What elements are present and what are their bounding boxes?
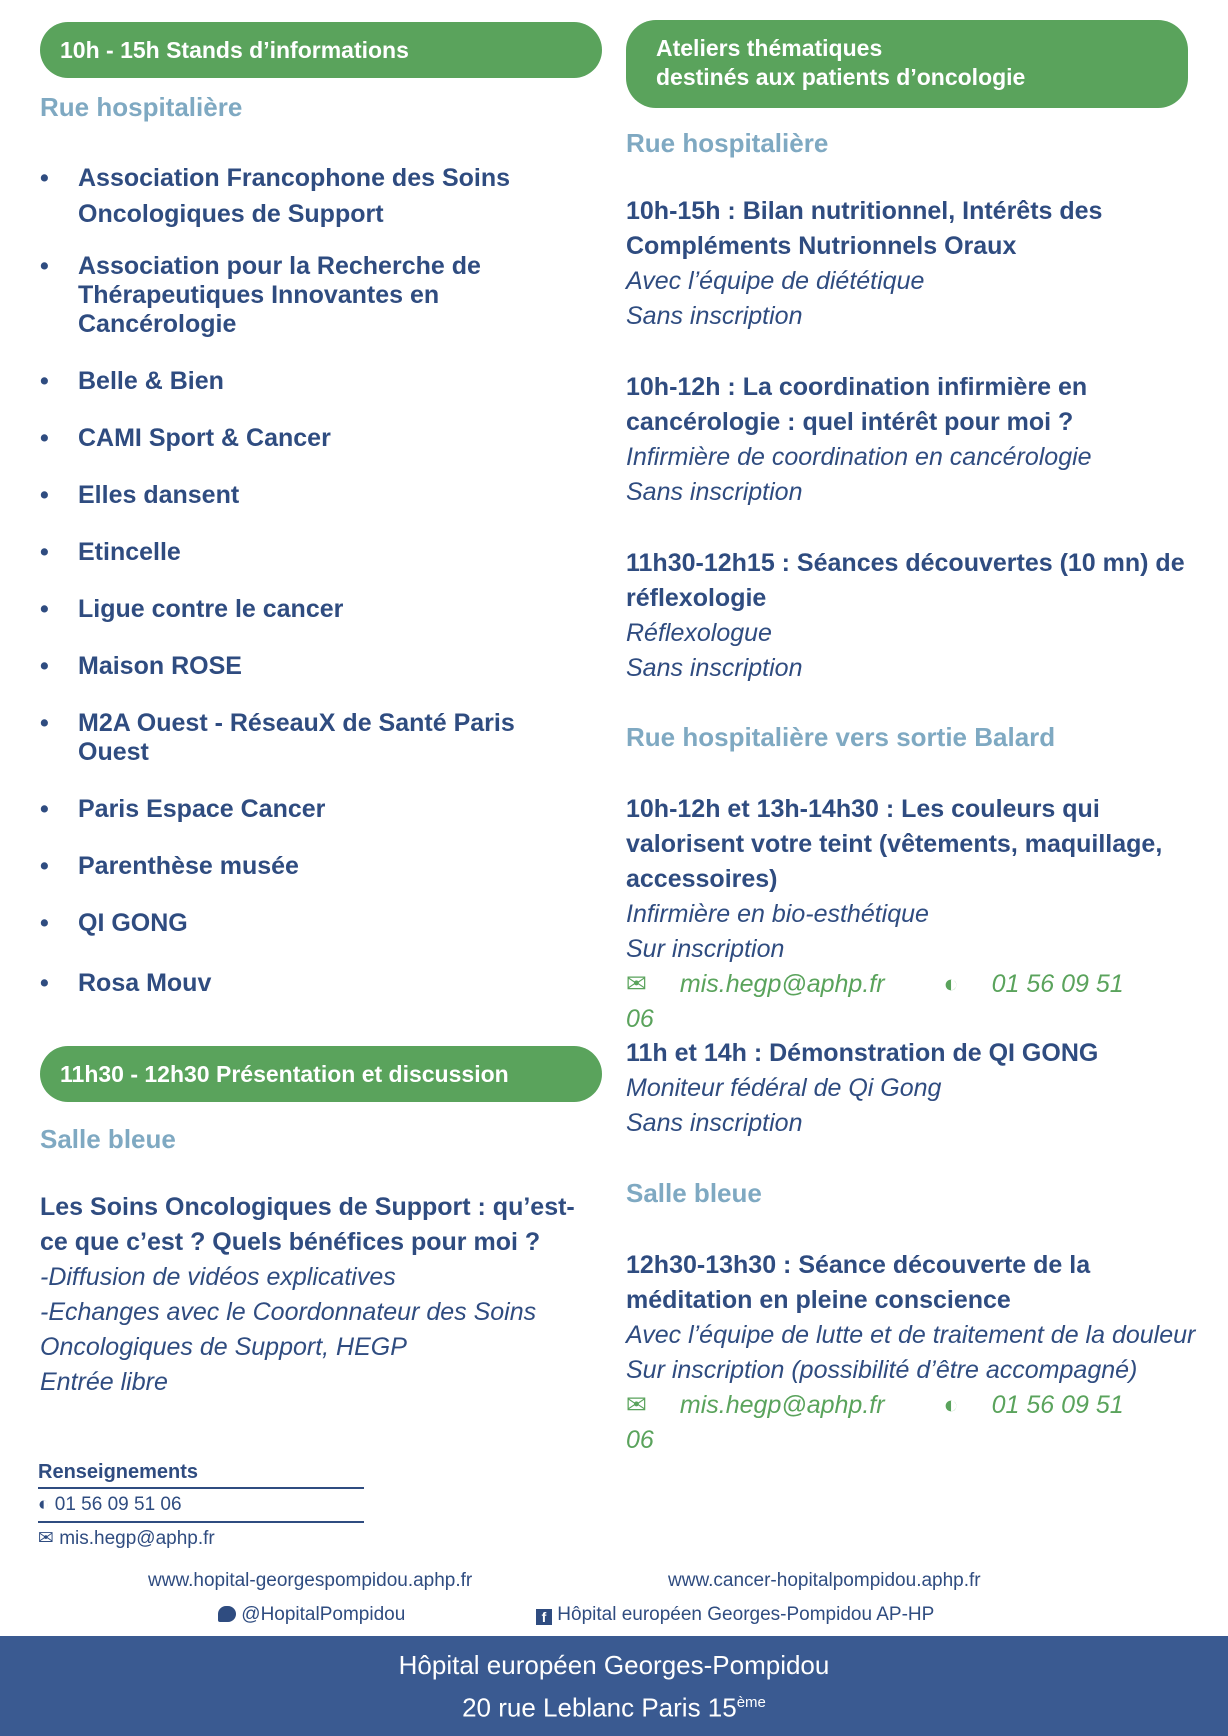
list-item: • Paris Espace Cancer	[40, 795, 580, 824]
facebook-icon: f	[536, 1609, 552, 1625]
workshop-detail: Infirmière de coordination en cancérologie	[626, 443, 1092, 471]
info-box	[38, 1461, 364, 1555]
workshop-title: 10h-12h et 13h-14h30 : Les couleurs qui valorisent votre teint (vêtements, maquillage, accessoires)	[626, 795, 1163, 893]
workshop-detail: Sans inscription	[626, 302, 803, 330]
info-phone-value: 01 56 09 51 06	[54, 1494, 182, 1515]
list-item: • Association pour la Recherche de Thérapeutiques Innovantes en Cancérologie	[40, 252, 580, 339]
stands-header-pill: 10h - 15h Stands d’informations	[40, 22, 602, 78]
workshop-title: 12h30-13h30 : Séance découverte de la méditation en pleine conscience	[626, 1251, 1091, 1314]
presentation-header-pill: 11h30 - 12h30 Présentation et discussion	[40, 1046, 602, 1102]
footer-hospital-name: Hôpital européen Georges-Pompidou	[398, 1650, 830, 1680]
contact-phone: 01 56 09 51 06	[626, 1391, 1124, 1454]
workshop-coordination	[626, 370, 1196, 510]
section-heading-balard: Rue hospitalière vers sortie Balard	[626, 722, 1056, 752]
section-heading-salle-bleue: Salle bleue	[40, 1124, 176, 1154]
list-item: • Rosa Mouv	[40, 969, 580, 998]
twitter-link[interactable]	[218, 1604, 405, 1626]
workshop-meditation	[626, 1248, 1196, 1458]
presentation-line: Entrée libre	[40, 1368, 168, 1396]
section-heading-rue-hospitaliere-right: Rue hospitalière	[626, 128, 829, 158]
workshop-detail: Infirmière en bio-esthétique	[626, 900, 929, 928]
mail-icon: ✉	[626, 1391, 647, 1419]
info-heading: Renseignements	[38, 1461, 364, 1489]
workshop-detail: Sans inscription	[626, 654, 803, 682]
workshops-header-line: destinés aux patients d’oncologie	[656, 64, 1026, 90]
workshops-header-pill	[626, 20, 1188, 108]
mail-icon: ✉	[38, 1528, 54, 1549]
workshop-detail: Sans inscription	[626, 478, 803, 506]
phone-icon: ◐	[38, 1494, 50, 1515]
workshop-qigong	[626, 1036, 1196, 1141]
contact-email[interactable]: mis.hegp@aphp.fr	[679, 1391, 885, 1419]
workshop-detail: Moniteur fédéral de Qi Gong	[626, 1074, 942, 1102]
presentation-line: -Diffusion de vidéos explicatives	[40, 1263, 396, 1291]
workshop-title: 11h30-12h15 : Séances découvertes (10 mn) de réflexologie	[626, 549, 1185, 612]
workshop-reflexology	[626, 546, 1196, 686]
workshop-detail: Sans inscription	[626, 1109, 803, 1137]
workshops-header-line: Ateliers thématiques	[656, 35, 883, 61]
workshop-nutrition	[626, 194, 1196, 334]
section-heading-salle-bleue-right: Salle bleue	[626, 1178, 762, 1208]
list-item: • Elles dansent	[40, 481, 580, 510]
workshop-title: 11h et 14h : Démonstration de QI GONG	[626, 1039, 1099, 1067]
presentation-block	[40, 1190, 580, 1400]
list-item: • QI GONG	[40, 909, 580, 938]
list-item: • Ligue contre le cancer	[40, 595, 580, 624]
footer-address: 20 rue Leblanc Paris 15ème	[462, 1692, 766, 1723]
workshop-title: 10h-12h : La coordination infirmière en cancérologie : quel intérêt pour moi ?	[626, 373, 1088, 436]
twitter-handle: @HopitalPompidou	[241, 1604, 406, 1625]
list-item: • CAMI Sport & Cancer	[40, 424, 580, 453]
info-email	[38, 1523, 364, 1555]
phone-icon: ◐	[943, 1391, 959, 1419]
workshop-detail: Sur inscription	[626, 935, 785, 963]
list-item: • M2A Ouest - RéseauX de Santé Paris Ouest	[40, 709, 580, 767]
workshop-detail: Avec l’équipe de diététique	[626, 267, 925, 295]
workshop-title: 10h-15h : Bilan nutritionnel, Intérêts des Compléments Nutrionnels Oraux	[626, 197, 1103, 260]
footer-bar	[0, 1636, 1228, 1736]
mail-icon: ✉	[626, 970, 647, 998]
workshop-colors	[626, 792, 1196, 1037]
workshop-contact	[626, 1388, 1196, 1458]
workshop-detail: Réflexologue	[626, 619, 772, 647]
info-email-value[interactable]: mis.hegp@aphp.fr	[59, 1528, 215, 1549]
list-item: • Association Francophone des Soins Oncologiques de Support	[40, 160, 580, 232]
website-link-cancer[interactable]: www.cancer-hopitalpompidou.aphp.fr	[668, 1570, 981, 1591]
list-item: • Maison ROSE	[40, 652, 580, 681]
presentation-title: Les Soins Oncologiques de Support : qu’est-ce que c’est ? Quels bénéfices pour moi ?	[40, 1193, 575, 1256]
contact-email[interactable]: mis.hegp@aphp.fr	[679, 970, 885, 998]
twitter-icon	[218, 1606, 236, 1622]
section-heading-rue-hospitaliere: Rue hospitalière	[40, 92, 243, 122]
info-phone	[38, 1489, 364, 1523]
facebook-page-name: Hôpital européen Georges-Pompidou AP-HP	[557, 1604, 935, 1625]
list-item: • Etincelle	[40, 538, 580, 567]
list-item: • Belle & Bien	[40, 367, 580, 396]
presentation-line: -Echanges avec le Coordonnateur des Soins Oncologiques de Support, HEGP	[40, 1298, 537, 1361]
stands-list	[40, 160, 580, 998]
workshop-contact	[626, 967, 1196, 1037]
facebook-link[interactable]	[536, 1604, 934, 1626]
workshop-detail: Sur inscription (possibilité d’être accompagné)	[626, 1356, 1138, 1384]
workshop-detail: Avec l’équipe de lutte et de traitement de la douleur	[626, 1321, 1196, 1349]
contact-phone: 01 56 09 51 06	[626, 970, 1124, 1033]
phone-icon: ◐	[943, 970, 959, 998]
website-link-hospital[interactable]: www.hopital-georgespompidou.aphp.fr	[148, 1570, 473, 1591]
list-item: • Parenthèse musée	[40, 852, 580, 881]
